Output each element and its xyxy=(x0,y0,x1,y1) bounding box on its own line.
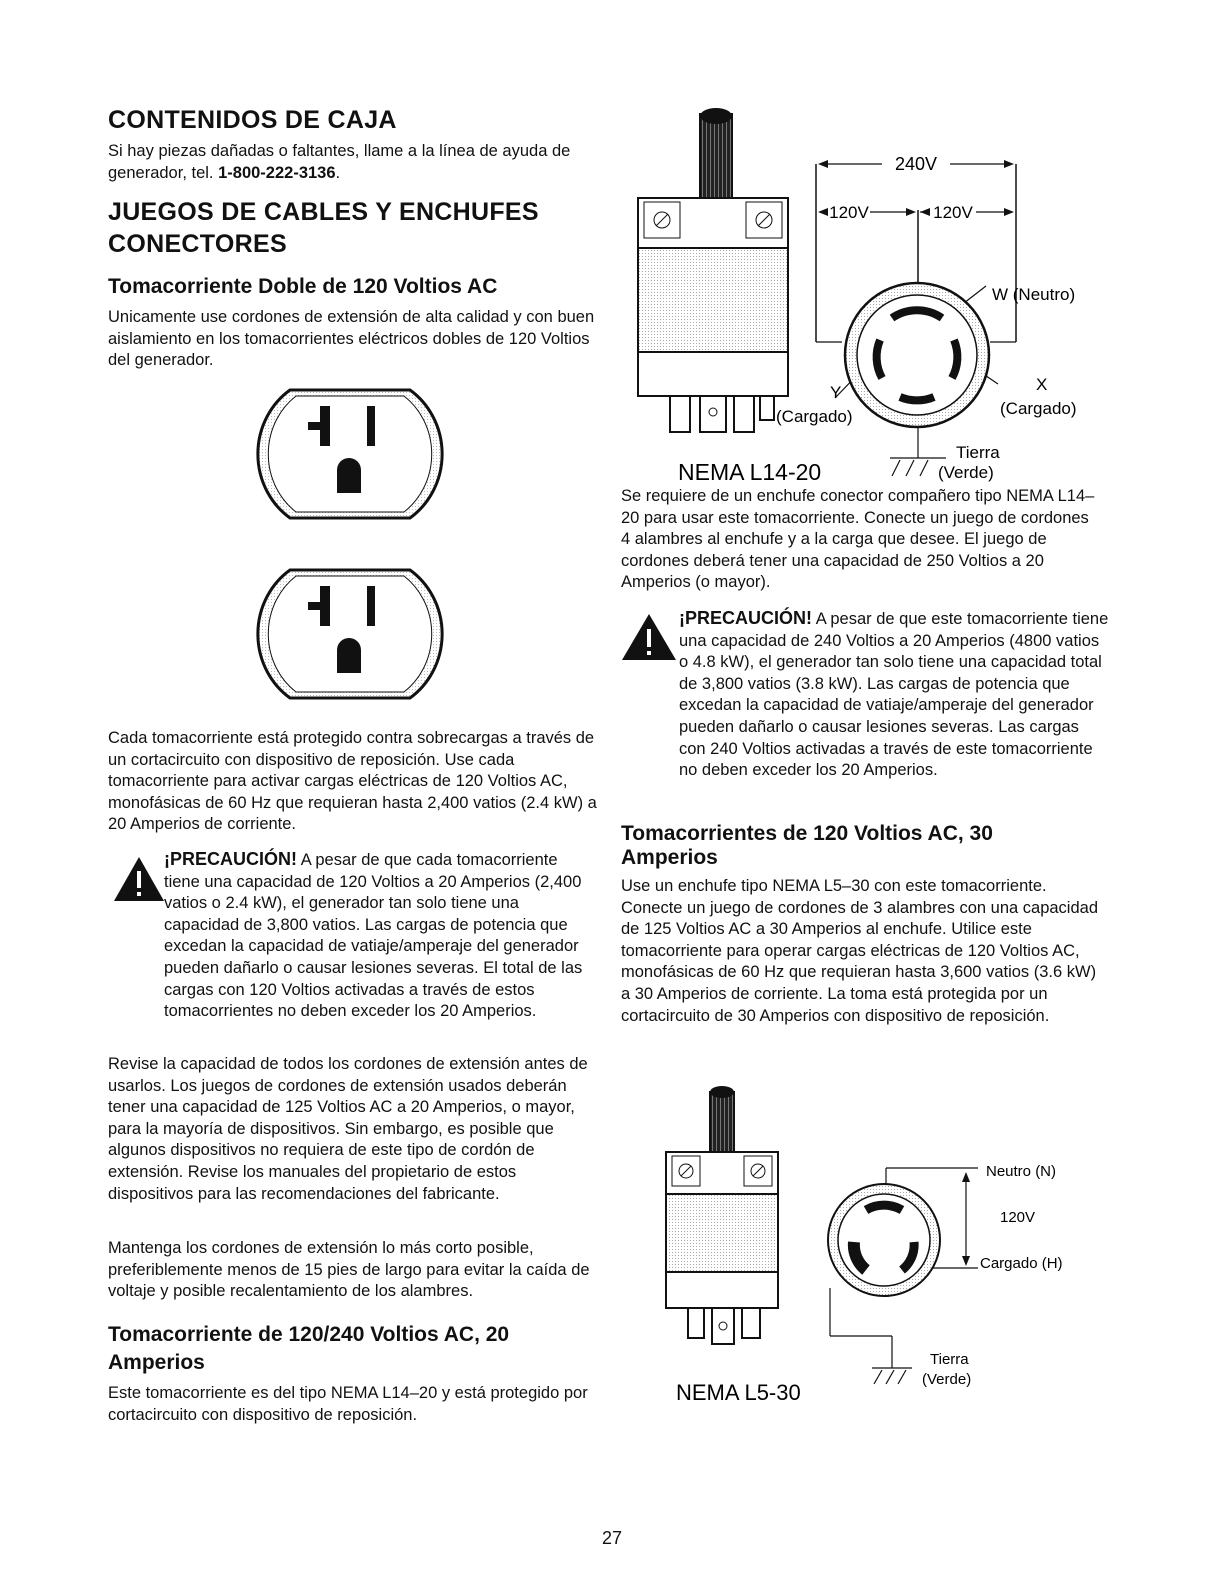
overload-protection-text: Cada tomacorriente está protegido contra sobrecargas a través de un cortacircuito con dispositivo de reposición. Use cada tomacorriente para activar cargas eléctricas de 120 Voltios AC, monofásicas de 60 Hz que requieran hasta 2,400 vatios (2.4 kW) a 20 Amperios de corriente. xyxy=(108,729,597,834)
nema-l14-20-figure xyxy=(630,100,1110,486)
cord-length-text: Mantenga los cordones de extensión lo más corto posible, preferiblemente menos de 15 pies de largo para evitar la caída de voltaje y posible recalentamiento de los alambres. xyxy=(108,1239,590,1301)
label-ground: Tierra xyxy=(930,1351,969,1368)
label-120v: 120V xyxy=(1000,1209,1036,1226)
label-120v-left: 120V xyxy=(829,203,869,222)
l5-30-receptacle-face xyxy=(828,1184,940,1296)
warning-triangle-icon xyxy=(620,612,678,662)
cables-heading-line2: CONECTORES xyxy=(108,230,287,258)
label-240v: 240V xyxy=(894,154,938,174)
slot-icon xyxy=(367,586,375,626)
label-loaded-h: Cargado (H) xyxy=(980,1255,1063,1272)
label-neutral-n: Neutro (N) xyxy=(986,1163,1057,1180)
duplex-heading: Tomacorriente Doble de 120 Voltios AC xyxy=(108,275,498,298)
nema-l14-20-caption: NEMA L14-20 xyxy=(678,459,822,485)
slot-icon xyxy=(367,406,375,446)
caution-label: ¡PRECAUCIÓN! xyxy=(164,849,297,869)
plug-drawing xyxy=(666,1086,778,1344)
plug-drawing xyxy=(638,108,788,432)
page-number: 27 xyxy=(601,1528,623,1548)
duplex-receptacle-figure xyxy=(250,368,450,708)
caution-label: ¡PRECAUCIÓN! xyxy=(679,608,812,628)
caution-block-2: ¡PRECAUCIÓN! A pesar de que este tomacorriente tiene una capacidad de 240 Voltios a 20 Amperios (4800 vatios o 4.8 kW), el generador tan solo tiene una capacidad total de 3,800 vatios (3.8 kW). Las cargas de potencia que excedan la capacidad de vatiaje/amperaje del generador pueden dañarlo o causar lesiones severas. Las cargas con 240 Voltios activadas a través de este tomacorriente no deben exceder los 20 Amperios. xyxy=(679,608,1109,780)
nema-l5-30-caption: NEMA L5-30 xyxy=(676,1380,801,1405)
l14-20-connector-text: Se requiere de un enchufe conector compañero tipo NEMA L14–20 para usar este tomacorriente. Conecte un juego de cordones 4 alambres al enchufe y a la carga que desee. El juego de cordones deberá tener una capacidad de 250 Voltios a 20 Amperios (o mayor). xyxy=(621,487,1095,592)
l14-20-heading: Tomacorriente de 120/240 Voltios AC, 20 Amperios xyxy=(108,1323,510,1374)
label-ground-green: (Verde) xyxy=(922,1371,972,1388)
label-neutral-w: W (Neutro) xyxy=(992,285,1076,304)
label-ground: Tierra xyxy=(956,443,1000,462)
ground-pin-icon xyxy=(337,638,361,673)
cables-heading-line1: JUEGOS DE CABLES Y ENCHUFES xyxy=(108,198,539,226)
l5-30-heading: Tomacorrientes de 120 Voltios AC, 30 Amperios xyxy=(621,822,993,869)
l14-20-receptacle-face xyxy=(845,283,989,427)
label-y: Y xyxy=(830,383,842,402)
cord-rating-text: Revise la capacidad de todos los cordones de extensión antes de usarlos. Los juegos de cordones de extensión usados deberán tener una capacidad de 125 Voltios AC a 20 Amperios, o mayor, para la mayoría de dispositivos. Sin embargo, es posible que algunos dispositivos no requiera de este tipo de cordón de extensión. Revise los manuales del propietario de estos dispositivos para las recomendaciones del fabricante. xyxy=(108,1055,588,1203)
box-contents-text: Si hay piezas dañadas o faltantes, llame a la línea de ayuda de generador, tel. 1-800-222-3136. xyxy=(108,142,571,182)
warning-triangle-icon xyxy=(112,855,166,903)
label-120v-right: 120V xyxy=(933,203,973,222)
ground-pin-icon xyxy=(337,458,361,493)
l14-20-intro-text: Este tomacorriente es del tipo NEMA L14–20 y está protegido por cortacircuito con dispositivo de reposición. xyxy=(108,1384,588,1424)
duplex-text: Unicamente use cordones de extensión de alta calidad y con buen aislamiento en los tomacorrientes eléctricos dobles de 120 Voltios del generador. xyxy=(108,308,595,370)
label-x-loaded: (Cargado) xyxy=(1000,399,1077,418)
help-phone-number: 1-800-222-3136 xyxy=(218,163,336,182)
caution-block-1: ¡PRECAUCIÓN! A pesar de que cada tomacorriente tiene una capacidad de 120 Voltios a 20 Amperios (2,400 vatios o 2.4 kW), el generador tan solo tiene una capacidad de 3,800 vatios. Las cargas de potencia que excedan la capacidad de vatiaje/amperaje del generador pueden dañarlo o causar lesiones severas. El total de las cargas con 120 Voltios activadas a través de estos tomacorrientes no deben exceder los 20 Amperios. xyxy=(164,849,583,1021)
box-contents-heading: CONTENIDOS DE CAJA xyxy=(108,106,397,134)
l5-30-text: Use un enchufe tipo NEMA L5–30 con este tomacorriente. Conecte un juego de cordones de 3 alambres con una capacidad de 125 Voltios AC a 30 Amperios al enchufe. Utilice este tomacorriente para operar cargas eléctricas de 120 Voltios AC, monofásicas de 60 Hz que requieran hasta 3,600 vatios (3.6 kW) a 30 Amperios de corriente. La toma está protegida por un cortacircuito de 30 Amperios con dispositivo de reposición. xyxy=(621,877,1099,1025)
nema-l5-30-figure xyxy=(660,1078,1100,1408)
label-x: X xyxy=(1036,375,1048,394)
lower-outlet-shape xyxy=(258,570,442,698)
label-y-loaded: (Cargado) xyxy=(776,407,853,426)
label-ground-green: (Verde) xyxy=(938,463,994,482)
upper-outlet-shape xyxy=(258,390,442,518)
